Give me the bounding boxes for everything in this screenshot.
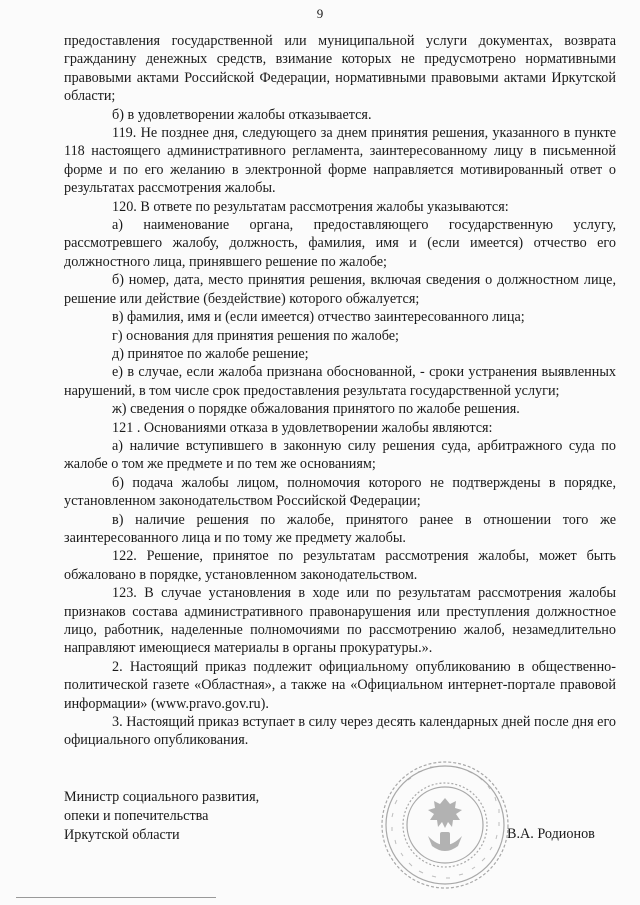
page-number: 9 [316, 6, 324, 21]
signer-position-line3: Иркутской области [64, 827, 180, 843]
paragraph-item-b: б) в удовлетворении жалобы отказывается. [112, 106, 372, 123]
signer-position-line1: Министр социального развития, [64, 789, 260, 805]
official-seal-stamp [378, 758, 512, 892]
paragraph-clause-2: 2. Настоящий приказ подлежит официальному опубликованию в общественно-политической газете «Областная», а также на «Официальном интернет-портале правовой информации» (www.pravo.gov.ru). [64, 658, 616, 712]
paragraph-121-b: б) подача жалобы лицом, полномочия которого не подтверждены в порядке, установленном законодательством Российской Федерации; [64, 474, 616, 510]
paragraph-120: 120. В ответе по результатам рассмотрения жалобы указываются: [112, 198, 509, 215]
paragraph-120-e: е) в случае, если жалоба признана обоснованной, - сроки устранения выявленных нарушений, в том числе срок предоставления результата государственной услуги; [64, 364, 616, 399]
paragraph-120-v: в) фамилия, имя и (если имеется) отчество заинтересованного лица; [112, 309, 525, 326]
paragraph-121-a: а) наличие вступившего в законную силу решения суда, арбитражного суда по жалобе о том же предмете и по тем же основаниям; [64, 437, 616, 473]
paragraph-120-b: б) номер, дата, место принятия решения, включая сведения о должностном лице, решение или действие (бездействие) которого обжалуется; [64, 272, 616, 307]
paragraph-119: 119. Не позднее дня, следующего за днем принятия решения, указанного в пункте 118 настоящего административного регламента, заинтересованному лицу в письменной форме и по его желанию в электронной форме направляется мотивированный ответ о результатах рассмотрения жалобы. [64, 125, 616, 197]
paragraph-120-a: а) наименование органа, предоставляющего государственную услугу, рассмотревшего жалобу, должность, фамилия, имя и (если имеется) отчество его должностного лица, принявшего решение по жалобе; [64, 217, 616, 270]
paragraph-120-g: г) основания для принятия решения по жалобе; [112, 327, 399, 344]
paragraph-120-d: д) принятое по жалобе решение; [112, 345, 309, 362]
paragraph-121: 121 . Основаниями отказа в удовлетворении жалобы являются: [112, 419, 493, 436]
paragraph-121-v: в) наличие решения по жалобе, принятого ранее в отношении того же заинтересованного лица и по тому же предмету жалобы. [64, 511, 616, 546]
signer-name: В.А. Родионов [507, 826, 595, 842]
paragraph-120-zh: ж) сведения о порядке обжалования принятого по жалобе решения. [112, 401, 520, 418]
paragraph-continuation: предоставления государственной или муниципальной услуги документах, возврата гражданину денежных средств, взимание которых не предусмотрено нормативными правовыми актами Российской Федерации, нормативными правовыми актами Иркутской области; [64, 33, 616, 105]
signature-block [64, 788, 259, 845]
document-body [64, 32, 616, 750]
paragraph-123: 123. В случае установления в ходе или по результатам рассмотрения жалобы признаков состава административного правонарушения или преступления должностное лицо, работник, наделенные полномочиями по рассмотрению жалоб, незамедлительно направляют имеющиеся материалы в органы прокуратуры.». [64, 585, 616, 657]
signer-position-line2: опеки и попечительства [64, 808, 209, 824]
footer-divider [16, 897, 216, 898]
paragraph-122: 122. Решение, принятое по результатам рассмотрения жалобы, может быть обжаловано в порядке, установленном законодательством. [64, 548, 616, 583]
paragraph-clause-3: 3. Настоящий приказ вступает в силу через десять календарных дней после дня его официального опубликования. [64, 714, 617, 749]
